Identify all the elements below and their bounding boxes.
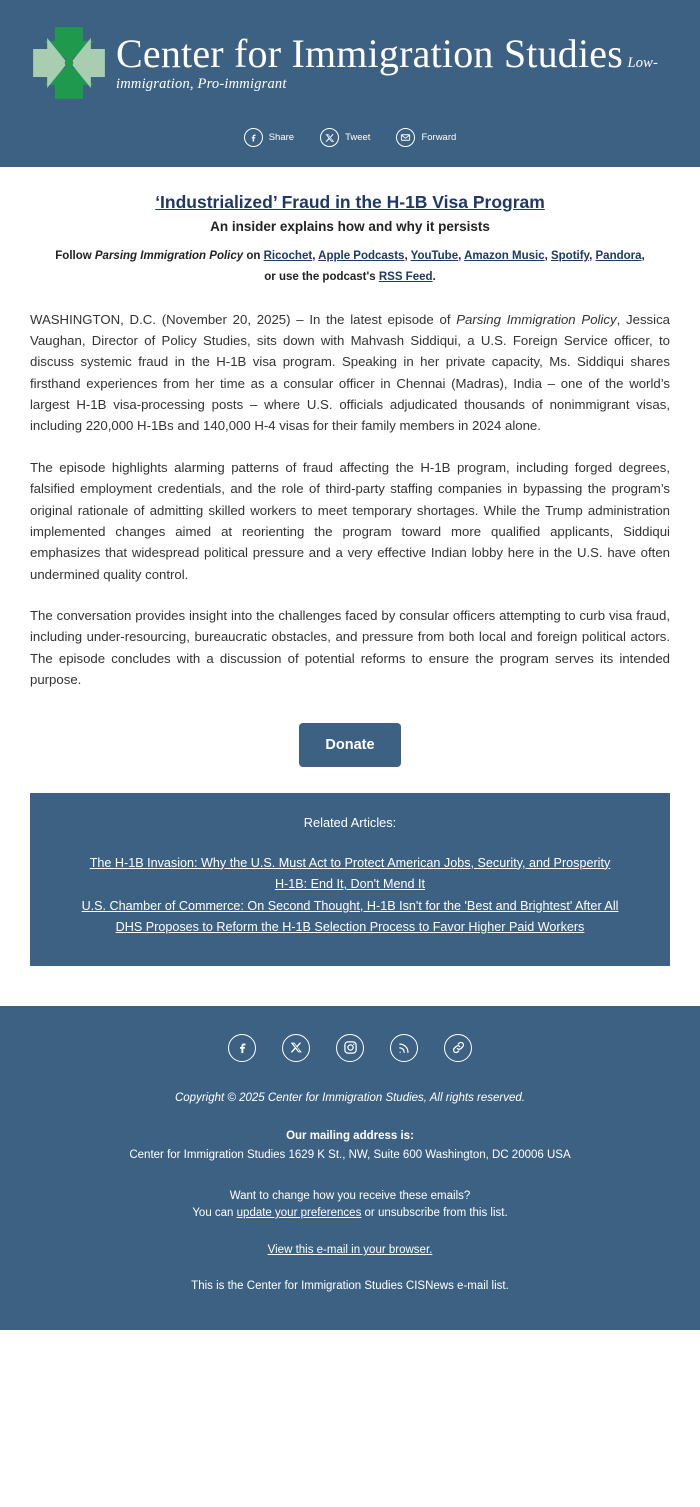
preferences-suffix: or unsubscribe from this list.: [361, 1207, 508, 1220]
related-article-link[interactable]: The H-1B Invasion: Why the U.S. Must Act to Protect American Jobs, Security, and Prosperity: [89, 855, 611, 870]
article-paragraph-3: The conversation provides insight into the challenges faced by consular officers attempting to curb visa fraud, including under-resourcing, bureaucratic obstacles, and pressure from both local and foreign political actors. The episode concludes with a discussion of potential reforms to ensure the program serves its intended purpose.: [30, 608, 670, 688]
share-twitter-label: Tweet: [345, 131, 371, 143]
email-body: [0, 167, 700, 1006]
article-headline-link[interactable]: ‘Industrialized’ Fraud in the H-1B Visa Program: [155, 192, 545, 212]
brand-text: [116, 33, 670, 93]
preferences-prefix: You can: [192, 1207, 237, 1220]
podcast-link-youtube[interactable]: YouTube: [410, 249, 459, 262]
share-twitter-button[interactable]: [320, 128, 370, 147]
facebook-icon: [244, 128, 263, 147]
mailing-address-label: Our mailing address is:: [286, 1129, 414, 1142]
footer-gap: [30, 1222, 670, 1244]
podcast-follow-line: Follow Parsing Immigration Policy on Ricochet, Apple Podcasts, YouTube, Amazon Music, Spotify, Pandora, or use the podcast's RSS Feed.: [55, 249, 645, 284]
paragraph-run: WASHINGTON, D.C. (November 20, 2025) – In the latest episode of: [30, 311, 457, 327]
paragraph-run: , Jessica Vaughan, Director of Policy Studies, sits down with Mahvash Siddiqui, a U.S. Foreign Service officer, to discuss systemic fraud in the H-1B visa program. Speaking in her private capacity, Ms. Siddiqui shares firsthand experiences from her time as a consular officer in Chennai (Madras), India – one of the world’s largest H-1B visa-processing posts – where U.S. officials adjudicated thousands of nonimmigrant visas, including 220,000 H-1Bs and 140,000 H-4 visas for their family members in 2024 alone.: [30, 311, 670, 434]
share-forward-label: Forward: [421, 131, 457, 143]
content-bottom-spacer: [30, 966, 670, 1006]
brand-row: [0, 24, 700, 102]
related-article-link[interactable]: H-1B: End It, Don't Mend It: [274, 877, 426, 892]
related-article-link[interactable]: U.S. Chamber of Commerce: On Second Thought, H-1B Isn't for the 'Best and Brightest' After All: [81, 898, 619, 913]
podcast-link-rss-feed[interactable]: RSS Feed: [378, 271, 433, 284]
podcast-link-pandora[interactable]: Pandora: [595, 249, 642, 262]
mailing-address-text: Center for Immigration Studies 1629 K St., NW, Suite 600 Washington, DC 20006 USA: [129, 1148, 571, 1161]
preferences-question: Want to change how you receive these emails?: [229, 1189, 471, 1202]
update-preferences-link[interactable]: update your preferences: [236, 1207, 362, 1220]
footer-gap: [30, 1164, 670, 1188]
podcast-link-ricochet[interactable]: Ricochet: [263, 249, 313, 262]
article-subhead: An insider explains how and why it persists: [210, 218, 490, 234]
article-paragraph-1: [30, 309, 670, 437]
podcast-name: Parsing Immigration Policy: [94, 249, 244, 262]
podcast-link-amazon-music[interactable]: Amazon Music: [464, 249, 545, 262]
x-twitter-icon[interactable]: [282, 1034, 310, 1062]
email-footer: [0, 1006, 700, 1330]
share-row: [0, 128, 700, 147]
email-header: [0, 0, 700, 167]
related-articles-list: [56, 854, 644, 938]
instagram-icon[interactable]: [336, 1034, 364, 1062]
paragraph-run-italic: Parsing Immigration Policy: [456, 311, 617, 327]
follow-prefix: Follow: [55, 249, 95, 262]
cis-compass-logo-icon: [30, 24, 108, 102]
x-twitter-icon: [320, 128, 339, 147]
share-facebook-button[interactable]: [244, 128, 294, 147]
related-articles-box: [30, 793, 670, 966]
view-in-browser-link[interactable]: View this e-mail in your browser.: [267, 1244, 433, 1257]
follow-on: on: [243, 249, 264, 262]
donate-button[interactable]: Donate: [299, 723, 400, 767]
related-articles-title: Related Articles:: [303, 814, 397, 830]
envelope-icon: [396, 128, 415, 147]
list-note-text: This is the Center for Immigration Studies CISNews e-mail list.: [191, 1280, 509, 1293]
preferences-line: [30, 1205, 670, 1222]
social-links-row: [30, 1034, 670, 1062]
rss-icon[interactable]: [390, 1034, 418, 1062]
follow-mid-text: , or use the podcast's: [264, 249, 645, 284]
share-facebook-label: Share: [268, 131, 295, 143]
podcast-link-apple-podcasts[interactable]: Apple Podcasts: [318, 249, 405, 262]
copyright-text: Copyright © 2025 Center for Immigration Studies, All rights reserved.: [174, 1091, 525, 1104]
page-title: Center for Immigration Studies: [116, 31, 624, 76]
link-icon[interactable]: [444, 1034, 472, 1062]
podcast-link-spotify[interactable]: Spotify: [550, 249, 590, 262]
footer-gap: [30, 1256, 670, 1278]
related-article-link[interactable]: DHS Proposes to Reform the H-1B Selection Process to Favor Higher Paid Workers: [115, 920, 585, 935]
article-paragraph-2: The episode highlights alarming patterns of fraud affecting the H-1B program, including forged degrees, falsified employment credentials, and the role of third-party staffing companies in bypassing the program’s original rationale of admitting skilled workers to meet temporary shortages. While the Trump administration implemented changes aimed at reorienting the program toward more qualified applicants, Siddiqui emphasizes that widespread political pressure and a very effective Indian lobby here in the U.S. have often undermined quality control.: [30, 459, 670, 582]
follow-suffix: .: [432, 271, 436, 284]
share-forward-button[interactable]: [396, 128, 456, 147]
brand-tagline: Low-immigration, Pro-immigrant: [116, 55, 659, 92]
donate-row: [30, 723, 670, 767]
facebook-icon[interactable]: [228, 1034, 256, 1062]
